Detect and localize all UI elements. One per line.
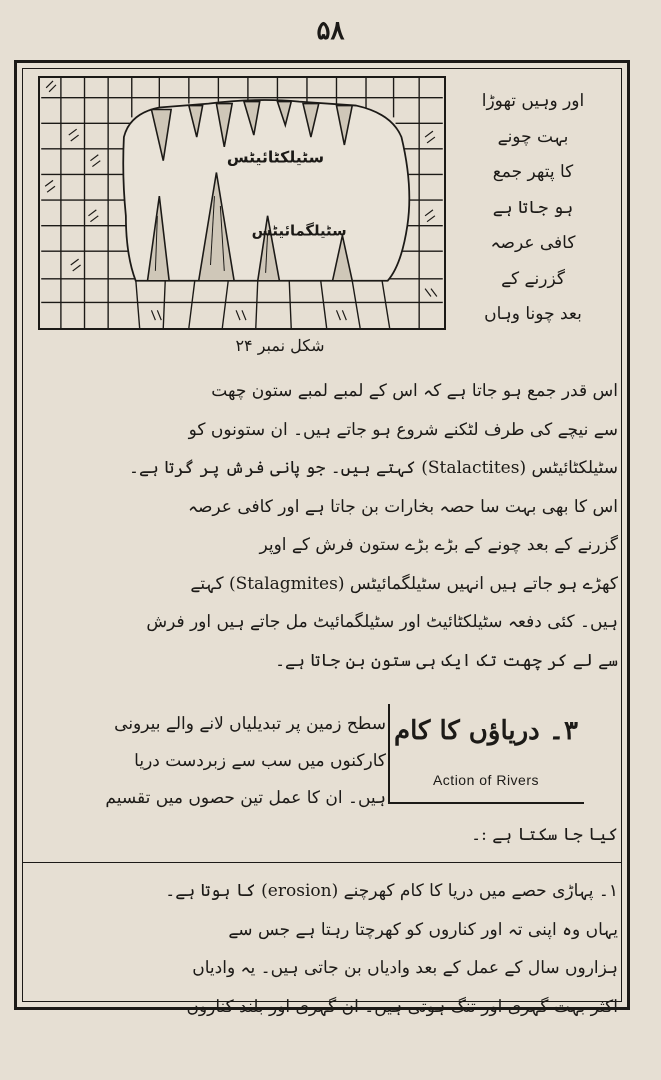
text-line: ہیں۔ کئی دفعہ سٹیلکٹائیٹ اور سٹیلگمائیٹ مل جاتے ہیں اور فرش [146, 612, 618, 632]
cave-illustration [40, 78, 444, 328]
text-line: یہاں وہ اپنی تہ اور کناروں کو کھرچتا رہتا ہے جس سے [228, 919, 618, 940]
paragraph-erosion [32, 872, 618, 1026]
text-line: سے نیچے کی طرف لٹکنے شروع ہو جاتے ہیں۔ ان ستونوں کو [188, 419, 618, 440]
side-text-line: اور وہیں تھوڑا [481, 91, 585, 111]
stalactites-label: سٹیلکٹائیٹس [226, 147, 325, 167]
text-line: سطح زمین پر تبدیلیاں لانے والے بیرونی [114, 714, 386, 734]
text-line: کھڑے ہو جاتے ہیں انہیں سٹیلگمائیٹس (Stalagmites) کہتے [190, 573, 618, 594]
text-line: اس قدر جمع ہو جاتا ہے کہ اس کے لمبے لمبے ستون چھت [211, 381, 618, 401]
cave-figure [38, 76, 446, 330]
side-text-line: کافی عرصہ [490, 233, 576, 253]
text-line: اکثر بہت گہری اور تنگ ہوتی ہیں۔ ان گہری اور بلند کناروں [186, 996, 618, 1017]
horizontal-rule [22, 862, 622, 863]
section-intro-text [36, 706, 386, 817]
text-line: سے لے کر چھت تک ایک ہی ستون بن جاتا ہے۔ [275, 650, 618, 671]
text-line: ہیں۔ ان کا عمل تین حصوں میں تقسیم [105, 788, 386, 808]
side-text-line: کا پتھر جمع [492, 162, 574, 182]
text-line: سٹیلکٹائیٹس (Stalactites) کہتے ہیں۔ جو پانی فرش پر گرتا ہے۔ [128, 458, 618, 478]
text-line: اس کا بھی بہت سا حصہ بخارات بن جاتا ہے اور کافی عرصہ [188, 496, 618, 517]
side-text-line: بعد چونا وہاں [484, 304, 582, 324]
section-continuation: کیا جا سکتا ہے :۔ [471, 825, 618, 845]
paragraph-caves [32, 372, 618, 680]
section-subtitle: Action of Rivers [432, 772, 540, 788]
section-title: ۳۔ دریاؤں کا کام [394, 716, 578, 746]
side-text-block [450, 84, 616, 333]
text-line: ہزاروں سال کے عمل کے بعد وادیاں بن جاتی ہیں۔ یہ وادیاں [192, 958, 618, 978]
side-text-line: بہت چونے [497, 126, 569, 147]
page-number: ۵۸ [316, 16, 345, 46]
side-text-line: ہو جاتا ہے [492, 197, 574, 218]
text-line: گزرنے کے بعد چونے کے بڑے بڑے ستون فرش کے اوپر [259, 535, 618, 555]
text-line: کارکنوں میں سب سے زبردست دریا [134, 751, 386, 771]
side-text-line: گزرنے کے [501, 268, 565, 289]
stalagmites-label: سٹیلگمائیٹس [251, 222, 347, 240]
figure-caption: شکل نمبر ۲۴ [235, 336, 325, 355]
text-line: ۱۔ پہاڑی حصے میں دریا کا کام کھرچنے (erosion) کا ہوتا ہے۔ [165, 881, 618, 901]
